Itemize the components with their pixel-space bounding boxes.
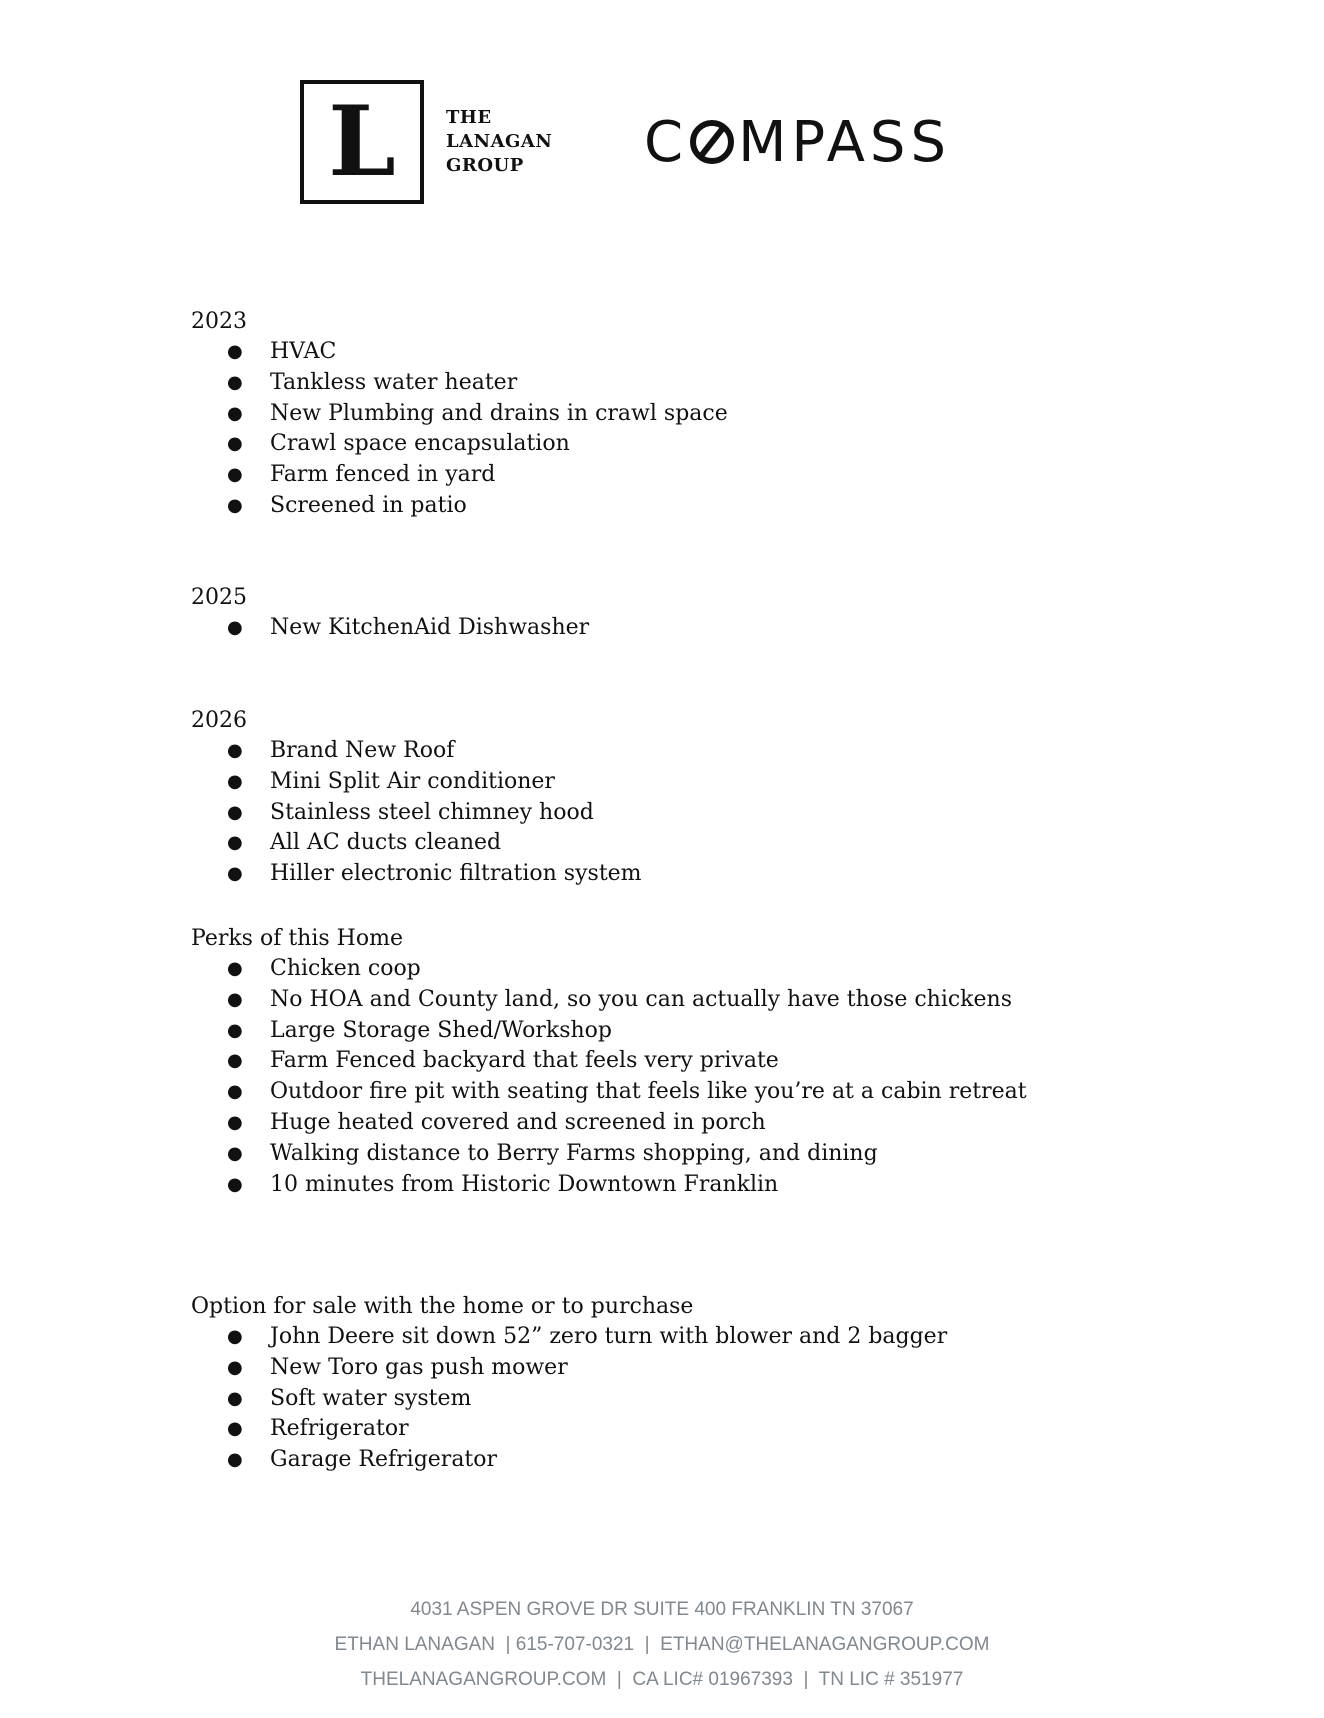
list-item-text: New Plumbing and drains in crawl space bbox=[270, 400, 728, 426]
section-heading: 2025 bbox=[191, 585, 247, 610]
list-item bbox=[191, 1322, 947, 1353]
lanagan-logo-letter: L bbox=[328, 85, 396, 198]
list-item-text: Large Storage Shed/Workshop bbox=[270, 1017, 612, 1043]
section-2023 bbox=[191, 306, 728, 522]
bullet-icon: ● bbox=[227, 801, 243, 823]
bullet-icon: ● bbox=[227, 1356, 243, 1378]
bullet-icon: ● bbox=[227, 1326, 243, 1347]
list-item-text: Screened in patio bbox=[270, 492, 467, 518]
bullet-icon: ● bbox=[227, 770, 243, 792]
list-item-text: Soft water system bbox=[270, 1385, 472, 1411]
section-heading: 2026 bbox=[191, 708, 247, 733]
section-perks bbox=[191, 923, 1027, 1200]
list-item bbox=[191, 491, 728, 522]
list-item-text: No HOA and County land, so you can actually have those chickens bbox=[270, 986, 1012, 1012]
list-item-text: 10 minutes from Historic Downtown Franklin bbox=[270, 1171, 779, 1197]
section-2025 bbox=[191, 582, 589, 644]
list-item bbox=[191, 460, 728, 491]
compass-logo bbox=[644, 108, 984, 178]
bullet-icon: ● bbox=[227, 1449, 243, 1471]
bullet-list bbox=[191, 337, 728, 522]
bullet-icon: ● bbox=[227, 1142, 243, 1164]
list-item-text: Stainless steel chimney hood bbox=[270, 799, 594, 825]
list-item bbox=[191, 985, 1027, 1016]
list-item bbox=[191, 1170, 1027, 1201]
list-item bbox=[191, 368, 728, 399]
list-item bbox=[191, 1016, 1027, 1047]
lanagan-logo-wordmark bbox=[446, 106, 552, 178]
bullet-list bbox=[191, 613, 589, 644]
bullet-icon: ● bbox=[227, 863, 243, 885]
bullet-icon: ● bbox=[227, 494, 243, 516]
list-item bbox=[191, 736, 642, 767]
footer bbox=[0, 1592, 1324, 1697]
list-item bbox=[191, 828, 642, 859]
list-item-text: Chicken coop bbox=[270, 956, 421, 981]
list-item bbox=[191, 798, 642, 829]
bullet-icon: ● bbox=[227, 988, 243, 1010]
bullet-icon: ● bbox=[227, 1173, 243, 1195]
bullet-icon: ● bbox=[227, 617, 243, 638]
bullet-icon: ● bbox=[227, 1111, 243, 1133]
lanagan-logo-line: THE bbox=[446, 107, 492, 128]
lanagan-logo-box bbox=[300, 80, 424, 204]
list-item-text: New KitchenAid Dishwasher bbox=[270, 615, 590, 640]
section-2026 bbox=[191, 705, 642, 890]
list-item-text: Farm fenced in yard bbox=[270, 462, 496, 488]
bullet-list bbox=[191, 736, 642, 890]
list-item-text: Farm Fenced backyard that feels very private bbox=[270, 1048, 779, 1074]
bullet-icon: ● bbox=[227, 1387, 243, 1409]
list-item bbox=[191, 1414, 947, 1445]
list-item-text: Refrigerator bbox=[270, 1416, 409, 1442]
footer-license: THELANAGANGROUP.COM | CA LIC# 01967393 | TN LIC # 351977 bbox=[360, 1669, 964, 1690]
list-item-text: Outdoor fire pit with seating that feels like you’re at a cabin retreat bbox=[270, 1079, 1027, 1105]
section-options bbox=[191, 1291, 947, 1476]
section-heading: 2023 bbox=[191, 309, 247, 334]
list-item bbox=[191, 954, 1027, 985]
logo-row bbox=[0, 78, 1324, 214]
list-item-text: John Deere sit down 52” zero turn with blower and 2 bagger bbox=[270, 1324, 948, 1349]
bullet-icon: ● bbox=[227, 958, 243, 979]
list-item-text: Walking distance to Berry Farms shopping, and dining bbox=[270, 1140, 878, 1166]
list-item bbox=[191, 1046, 1027, 1077]
footer-address: 4031 ASPEN GROVE DR SUITE 400 FRANKLIN TN 37067 bbox=[410, 1599, 914, 1620]
list-item bbox=[191, 399, 728, 430]
bullet-icon: ● bbox=[227, 433, 243, 455]
bullet-icon: ● bbox=[227, 1081, 243, 1103]
bullet-icon: ● bbox=[227, 1418, 243, 1440]
bullet-icon: ● bbox=[227, 832, 243, 854]
bullet-list bbox=[191, 1322, 947, 1476]
list-item bbox=[191, 1384, 947, 1415]
list-item-text: Brand New Roof bbox=[270, 738, 455, 763]
list-item bbox=[191, 613, 589, 644]
bullet-icon: ● bbox=[227, 1019, 243, 1041]
bullet-icon: ● bbox=[227, 402, 243, 424]
list-item-text: Huge heated covered and screened in porch bbox=[270, 1109, 766, 1135]
bullet-icon: ● bbox=[227, 341, 243, 362]
bullet-list bbox=[191, 954, 1027, 1200]
list-item bbox=[191, 1353, 947, 1384]
list-item bbox=[191, 429, 728, 460]
bullet-icon: ● bbox=[227, 740, 243, 761]
compass-logo-c: C bbox=[644, 110, 689, 175]
list-item bbox=[191, 1445, 947, 1476]
list-item-text: New Toro gas push mower bbox=[270, 1354, 568, 1380]
list-item-text: Tankless water heater bbox=[270, 369, 518, 395]
list-item bbox=[191, 1108, 1027, 1139]
section-heading: Perks of this Home bbox=[191, 926, 403, 951]
compass-ring-icon bbox=[690, 120, 734, 164]
bullet-icon: ● bbox=[227, 371, 243, 393]
lanagan-logo-line: GROUP bbox=[446, 155, 524, 176]
list-item bbox=[191, 337, 728, 368]
list-item bbox=[191, 1139, 1027, 1170]
list-item bbox=[191, 767, 642, 798]
list-item-text: HVAC bbox=[270, 339, 337, 364]
compass-logo-rest: MPASS bbox=[738, 110, 952, 175]
lanagan-logo-line: LANAGAN bbox=[446, 131, 553, 152]
list-item-text: Mini Split Air conditioner bbox=[270, 768, 555, 794]
list-item-text: Garage Refrigerator bbox=[270, 1447, 498, 1473]
list-item-text: Hiller electronic filtration system bbox=[270, 861, 642, 887]
section-heading: Option for sale with the home or to purchase bbox=[191, 1294, 694, 1319]
bullet-icon: ● bbox=[227, 464, 243, 486]
list-item-text: All AC ducts cleaned bbox=[270, 830, 502, 856]
list-item-text: Crawl space encapsulation bbox=[270, 431, 570, 457]
list-item bbox=[191, 859, 642, 890]
footer-contact: ETHAN LANAGAN | 615-707-0321 | ETHAN@THELANAGANGROUP.COM bbox=[334, 1634, 990, 1655]
bullet-icon: ● bbox=[227, 1050, 243, 1072]
list-item bbox=[191, 1077, 1027, 1108]
